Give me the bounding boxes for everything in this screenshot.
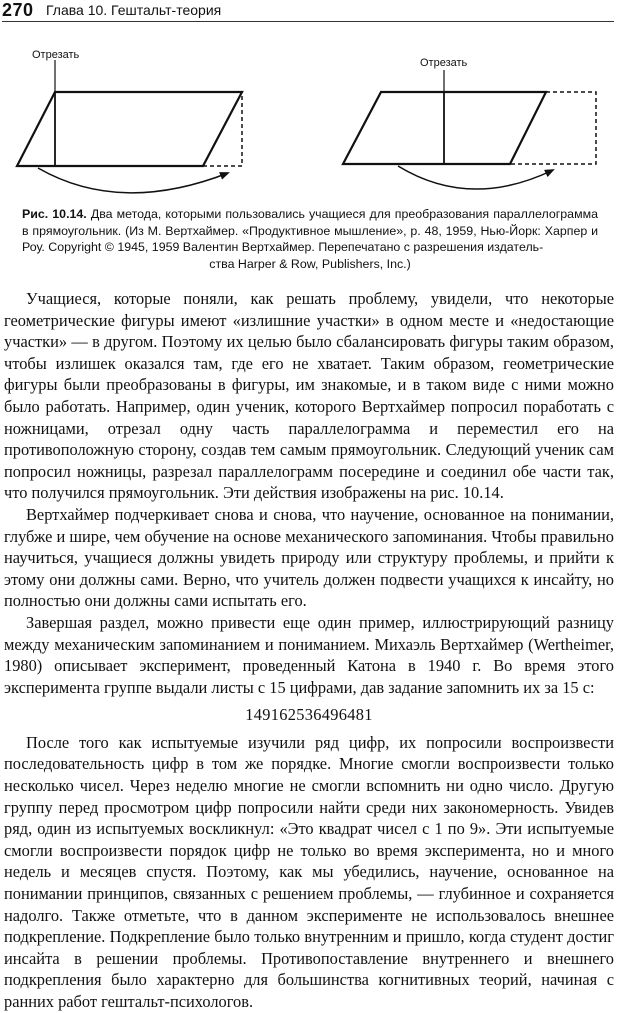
left-parallelogram [17, 92, 242, 166]
page-header [2, 0, 614, 22]
running-head: Глава 10. Гештальт-теория [46, 2, 222, 18]
parallelogram-diagram [0, 40, 620, 215]
figure-10-14 [0, 40, 620, 215]
left-cut-label: Отрезать [32, 49, 80, 61]
caption-lead: Рис. 10.14. [22, 207, 87, 221]
paragraph-2: Вертхаймер подчеркивает снова и снова, что научение, основанное на понимании, глубже и шире, чем обучение на основе механического запоминания. Чтобы правильно научиться, учащиеся должны увидеть природу или структуру проблемы, и прийти к этому они должны сами. Верно, что учитель должен подвести учащихся к инсайту, но полностью они должны сами испытать его. [4, 504, 614, 611]
right-move-arrow [398, 166, 553, 189]
paragraph-1: Учащиеся, которые поняли, как решать проблему, увидели, что некоторые геометрические фигуры имеют «излишние участки» в одном месте и «недостающие участки» — в другом. Поэтому их целью было сбалансировать фигуры таким образом, чтобы излишек оказался там, где его не хватает. Таким образом, геометрические фигуры были преобразованы в фигуры, им знакомые, и в таком виде с ними можно было работать. Например, один ученик, которого Вертхаймер попросил поработать с ножницами, отрезал одну часть параллелограмма и переместил его на противоположную сторону, создав тем самым прямоугольник. Следующий ученик сам попросил ножницы, разрезал параллелограмм посередине и соединил обе части так, что получился прямоугольник. Эти действия изображены на рис. 10.14. [4, 289, 614, 503]
caption-body: Два метода, которыми пользовались учащиеся для преобразования параллелограмма в прямоугольник. (Из М. Вертхаймер. «Продуктивное мышление», p. 48, 1959, Нью-Йорк: Харпер и Роу. Copyright © 1945, 1959 Валентин Вертхаймер. Перепечатано с разрешения издатель- [22, 207, 599, 254]
page-number: 270 [2, 0, 34, 20]
figure-caption [22, 206, 598, 272]
right-cut-label: Отрезать [420, 57, 468, 69]
paragraph-3: Завершая раздел, можно привести еще один пример, иллюстрирующий разницу между механическим запоминанием и пониманием. Михаэль Вертхаймер (Wertheimer, 1980) описывает эксперимент, проведенный Катона в 1940 г. Во время этого эксперимента группе выдали листы с 15 цифрами, дав задание запомнить их за 15 с: [4, 612, 614, 697]
number-sequence: 149162536496481 [245, 705, 373, 725]
caption-last-line: ства Harper & Row, Publishers, Inc.) [209, 256, 411, 271]
left-method-figure [17, 60, 242, 193]
paragraph-4: После того как испытуемые изучили ряд цифр, их попросили воспроизвести последовательность цифр в том же порядке. Многие смогли воспроизвести только несколько чисел. Через неделю многие не смогли вспомнить ни одно число. Другую группу перед просмотром цифр попросили найти среди них закономерность. Увидев ряд, один из испытуемых воскликнул: «Это квадрат чисел с 1 по 9». Эти испытуемые смогли воспроизвести порядок цифр не только во время эксперимента, но и много недель и месяцев спустя. Поэтому, как мы убедились, научение, основанное на понимании принципов, связанных с решением проблемы, — глубинное и сохраняется надолго. Также отметьте, что в данном эксперименте не использовалось внешнее подкрепление. Подкрепление было только внутренним и пришло, когда студент достиг инсайта в решении проблемы. Противопоставление внутреннего и внешнего подкрепления было характерно для большинства когнитивных теорий, начиная с ранних работ гештальт-психологов. [4, 732, 614, 1011]
left-move-arrow [38, 168, 228, 193]
header-rule [2, 21, 614, 22]
caption-text [22, 206, 598, 256]
right-method-figure [343, 70, 596, 189]
body-text [4, 288, 614, 1013]
right-dashed-piece [510, 92, 596, 164]
